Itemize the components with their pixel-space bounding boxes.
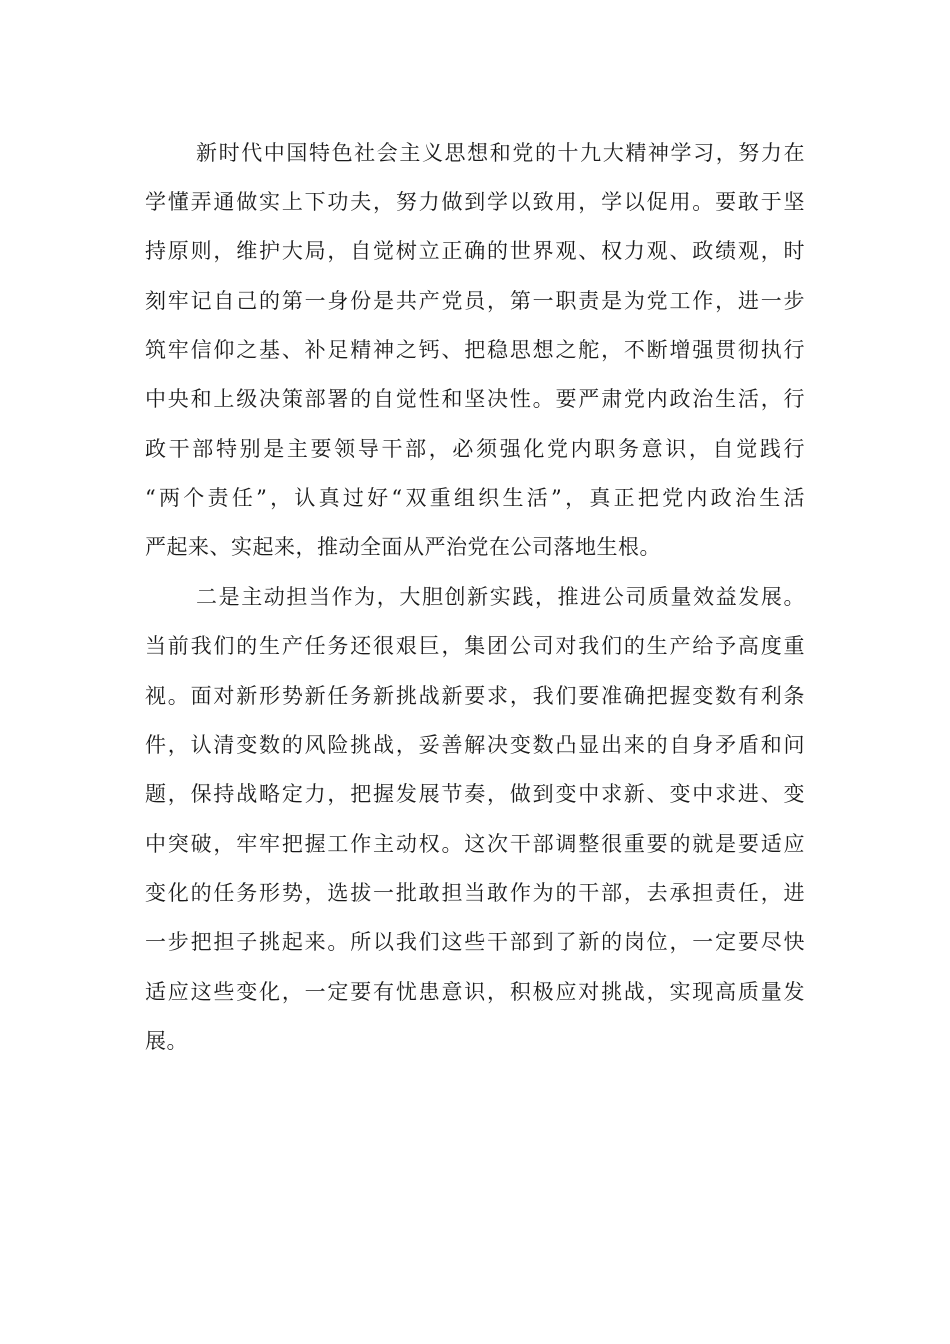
paragraph-1-line-8: “两个责任”，认真过好“双重组织生活”，真正把党内政治生活 — [145, 486, 805, 510]
paragraph-2-line-2: 当前我们的生产任务还很艰巨，集团公司对我们的生产给予高度重 — [145, 634, 805, 658]
paragraph-1-line-5: 筑牢信仰之基、补足精神之钙、把稳思想之舵，不断增强贯彻执行 — [145, 338, 805, 362]
paragraph-1-line-4: 刻牢记自己的第一身份是共产党员，第一职责是为党工作，进一步 — [145, 289, 805, 313]
paragraph-2-line-10: 展。 — [145, 1029, 188, 1053]
paragraph-2-line-8: 一步把担子挑起来。所以我们这些干部到了新的岗位，一定要尽快 — [145, 930, 805, 954]
paragraph-2-line-6: 中突破，牢牢把握工作主动权。这次干部调整很重要的就是要适应 — [145, 832, 805, 856]
paragraph-1-line-2: 学懂弄通做实上下功夫，努力做到学以致用，学以促用。要敢于坚 — [145, 190, 805, 214]
paragraph-2-line-7: 变化的任务形势，选拔一批敢担当敢作为的干部，去承担责任，进 — [145, 881, 805, 905]
paragraph-2-line-5: 题，保持战略定力，把握发展节奏，做到变中求新、变中求进、变 — [145, 782, 805, 806]
paragraph-1-line-1: 新时代中国特色社会主义思想和党的十九大精神学习，努力在 — [196, 141, 805, 165]
paragraph-1-line-7: 政干部特别是主要领导干部，必须强化党内职务意识，自觉践行 — [145, 437, 805, 461]
paragraph-1-line-6: 中央和上级决策部署的自觉性和坚决性。要严肃党内政治生活，行 — [145, 387, 805, 411]
paragraph-2-line-1: 二是主动担当作为，大胆创新实践，推进公司质量效益发展。 — [196, 585, 805, 609]
paragraph-1-line-3: 持原则，维护大局，自觉树立正确的世界观、权力观、政绩观，时 — [145, 239, 805, 263]
paragraph-2-line-9: 适应这些变化，一定要有忧患意识，积极应对挑战，实现高质量发 — [145, 980, 805, 1004]
paragraph-1-line-9: 严起来、实起来，推动全面从严治党在公司落地生根。 — [145, 535, 661, 559]
paragraph-2-line-3: 视。面对新形势新任务新挑战新要求，我们要准确把握变数有利条 — [145, 684, 805, 708]
paragraph-2-line-4: 件，认清变数的风险挑战，妥善解决变数凸显出来的自身矛盾和问 — [145, 733, 805, 757]
